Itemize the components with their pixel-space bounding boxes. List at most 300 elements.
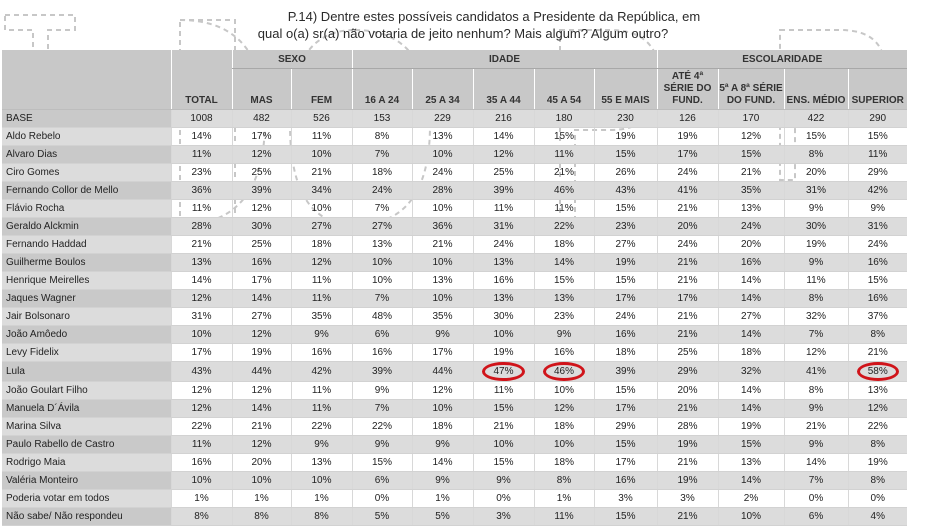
table-cell: 20% [718,236,784,254]
table-cell: 24% [718,218,784,236]
table-cell: 1% [171,490,232,508]
table-row [2,146,907,164]
table-cell: 31% [171,308,232,326]
table-cell: 26% [594,164,657,182]
table-cell: 9% [473,472,534,490]
table-cell: 18% [718,344,784,362]
title-line-1: P.14) Dentre estes possíveis candidatos a Presidente da República, em [287,9,701,24]
table-cell: 15% [352,454,412,472]
table-cell: 10% [473,436,534,454]
table-cell: 27% [352,218,412,236]
table-row [2,236,907,254]
table-cell: 12% [232,326,291,344]
table-cell: 12% [171,382,232,400]
column-header: ATÉ 4ª SÉRIE DO FUND. [657,69,718,110]
table-cell: 3% [594,490,657,508]
table-cell: 8% [848,472,907,490]
crosstab-table [2,50,907,526]
table-cell: 17% [657,146,718,164]
table-cell: 14% [718,272,784,290]
table-cell: 1% [534,490,594,508]
table-cell: 21% [412,236,473,254]
table-cell: 14% [412,454,473,472]
table-cell: 11% [291,400,352,418]
table-cell: 10% [718,508,784,526]
column-header: 35 A 44 [473,69,534,110]
column-header: 25 A 34 [412,69,473,110]
table-cell: 21% [657,254,718,272]
row-label: Flávio Rocha [2,200,171,218]
table-cell: 39% [232,182,291,200]
table-cell: 39% [594,362,657,382]
highlight-circle: 46% [543,362,585,381]
table-cell: 17% [657,290,718,308]
table-cell: 170 [718,110,784,128]
title-line-2: qual o(a) sr(a) não votaria de jeito nenhum? Mais algum? Algum outro? [257,26,669,41]
table-cell: 12% [848,400,907,418]
column-header: FEM [291,69,352,110]
table-cell: 17% [232,128,291,146]
table-cell: 8% [352,128,412,146]
table-cell: 8% [848,436,907,454]
table-cell: 20% [657,218,718,236]
table-cell: 18% [534,454,594,472]
column-header: MAS [232,69,291,110]
table-cell: 13% [171,254,232,272]
table-cell: 290 [848,110,907,128]
table-row [2,362,907,382]
table-row [2,344,907,362]
row-label: Henrique Meirelles [2,272,171,290]
table-cell: 5% [352,508,412,526]
table-cell: 16% [291,344,352,362]
table-cell: 11% [171,200,232,218]
group-header-row [2,50,907,69]
table-cell: 10% [412,254,473,272]
table-cell: 29% [848,164,907,182]
table-cell: 12% [534,400,594,418]
table-cell: 13% [352,236,412,254]
table-cell: 14% [473,128,534,146]
table-row [2,128,907,146]
table-cell: 17% [412,344,473,362]
table-cell: 15% [718,436,784,454]
column-header: 16 A 24 [352,69,412,110]
table-cell: 21% [718,164,784,182]
table-cell: 15% [594,200,657,218]
table-cell [473,362,534,382]
table-cell: 8% [232,508,291,526]
table-cell: 11% [784,272,848,290]
table-cell: 15% [534,272,594,290]
table-cell: 6% [784,508,848,526]
table-cell: 19% [848,454,907,472]
table-cell: 1% [232,490,291,508]
table-cell: 180 [534,110,594,128]
table-cell: 29% [594,418,657,436]
table-cell: 44% [412,362,473,382]
table-cell: 1% [291,490,352,508]
table-row [2,326,907,344]
table-cell: 216 [473,110,534,128]
table-cell: 21% [473,418,534,436]
table-cell: 11% [473,200,534,218]
table-cell: 42% [291,362,352,382]
table-cell: 422 [784,110,848,128]
table-cell: 31% [473,218,534,236]
table-cell: 20% [232,454,291,472]
table-cell: 22% [171,418,232,436]
table-cell: 24% [412,164,473,182]
table-cell: 21% [171,236,232,254]
table-cell: 19% [594,128,657,146]
table-cell: 12% [232,382,291,400]
table-cell: 7% [784,472,848,490]
table-cell: 19% [473,344,534,362]
group-idade: IDADE [352,50,657,69]
table-cell: 19% [657,436,718,454]
table-cell: 12% [784,344,848,362]
table-cell: 11% [171,146,232,164]
table-cell: 12% [473,146,534,164]
table-cell: 10% [291,200,352,218]
table-cell: 30% [232,218,291,236]
table-cell: 16% [594,326,657,344]
table-row [2,272,907,290]
table-cell: 31% [848,218,907,236]
table-cell: 22% [534,218,594,236]
table-cell: 9% [291,436,352,454]
table-cell: 21% [657,308,718,326]
table-cell: 18% [534,418,594,436]
table-cell: 36% [171,182,232,200]
table-cell: 7% [352,146,412,164]
table-cell: 25% [232,236,291,254]
table-cell: 8% [171,508,232,526]
table-cell: 35% [412,308,473,326]
table-cell: 30% [473,308,534,326]
table-cell: 19% [594,254,657,272]
table-cell: 39% [352,362,412,382]
table-cell: 46% [534,182,594,200]
table-cell: 15% [718,146,784,164]
table-cell: 15% [473,454,534,472]
table-cell: 9% [291,326,352,344]
table-cell: 19% [657,128,718,146]
table-cell: 28% [412,182,473,200]
table-cell: 28% [171,218,232,236]
table-cell: 20% [657,382,718,400]
table-row [2,490,907,508]
table-cell: 27% [718,308,784,326]
header-total-spacer [171,50,232,69]
table-cell: 25% [657,344,718,362]
table-cell: 14% [232,290,291,308]
table-cell: 12% [412,382,473,400]
table-cell: 35% [291,308,352,326]
table-cell: 42% [848,182,907,200]
table-cell: 0% [473,490,534,508]
table-cell: 10% [171,472,232,490]
table-cell: 20% [784,164,848,182]
row-label: João Amôedo [2,326,171,344]
table-cell: 153 [352,110,412,128]
table-cell: 23% [171,164,232,182]
table-cell: 19% [718,418,784,436]
table-cell: 9% [412,472,473,490]
table-cell: 6% [352,326,412,344]
table-cell: 11% [291,272,352,290]
table-cell: 13% [848,382,907,400]
table-cell: 21% [657,272,718,290]
row-label: Geraldo Alckmin [2,218,171,236]
table-cell: 13% [718,200,784,218]
table-cell: 9% [848,200,907,218]
table-cell: 41% [784,362,848,382]
table-cell: 48% [352,308,412,326]
table-cell: 24% [848,236,907,254]
table-cell: 8% [291,508,352,526]
table-cell: 14% [784,454,848,472]
table-row [2,436,907,454]
table-cell: 10% [352,254,412,272]
table-cell: 21% [534,164,594,182]
table-cell: 13% [534,290,594,308]
row-label: Não sabe/ Não respondeu [2,508,171,526]
row-label: Rodrigo Maia [2,454,171,472]
table-cell: 16% [594,472,657,490]
column-header-row [2,69,907,110]
table-row [2,454,907,472]
table-cell: 10% [412,146,473,164]
row-label: BASE [2,110,171,128]
table-cell: 12% [232,436,291,454]
table-cell: 15% [848,272,907,290]
question-title [0,8,926,42]
table-cell: 21% [657,326,718,344]
table-cell: 7% [352,400,412,418]
table-cell: 32% [718,362,784,382]
table-cell: 15% [594,436,657,454]
table-row [2,182,907,200]
table-cell: 27% [232,308,291,326]
table-cell: 15% [848,128,907,146]
table-cell: 21% [291,164,352,182]
table-cell: 39% [473,182,534,200]
table-cell: 17% [594,400,657,418]
table-cell: 19% [657,472,718,490]
table-cell: 12% [232,200,291,218]
table-cell: 13% [291,454,352,472]
table-cell: 24% [473,236,534,254]
table-cell: 25% [473,164,534,182]
table-cell: 15% [784,128,848,146]
row-label: Alvaro Dias [2,146,171,164]
table-cell: 2% [718,490,784,508]
table-cell: 16% [232,254,291,272]
table-cell [848,362,907,382]
table-cell: 16% [534,344,594,362]
table-cell: 17% [594,454,657,472]
table-cell: 15% [594,272,657,290]
table-cell: 22% [848,418,907,436]
row-label: Levy Fidelix [2,344,171,362]
table-cell: 126 [657,110,718,128]
row-label: Jair Bolsonaro [2,308,171,326]
row-label: Ciro Gomes [2,164,171,182]
table-cell: 10% [171,326,232,344]
table-cell: 18% [534,236,594,254]
row-label: Fernando Collor de Mello [2,182,171,200]
table-cell: 23% [594,218,657,236]
table-cell: 14% [718,382,784,400]
table-cell: 11% [848,146,907,164]
table-cell: 9% [784,254,848,272]
column-header: ENS. MÉDIO [784,69,848,110]
table-cell: 24% [657,164,718,182]
table-cell: 14% [718,290,784,308]
table-cell: 11% [534,508,594,526]
table-cell: 12% [171,290,232,308]
table-cell: 8% [784,382,848,400]
table-cell: 14% [718,326,784,344]
table-cell: 18% [352,164,412,182]
table-cell [534,362,594,382]
table-cell: 13% [718,454,784,472]
table-cell: 1008 [171,110,232,128]
table-cell: 9% [412,436,473,454]
table-cell: 16% [473,272,534,290]
table-cell: 10% [534,436,594,454]
table-cell: 16% [352,344,412,362]
table-cell: 18% [412,418,473,436]
row-label: Poderia votar em todos [2,490,171,508]
header-blank [2,50,171,69]
table-cell: 15% [473,400,534,418]
table-cell: 27% [594,236,657,254]
table-cell: 9% [534,326,594,344]
table-cell: 30% [784,218,848,236]
table-row [2,308,907,326]
table-cell: 10% [352,272,412,290]
table-cell: 31% [784,182,848,200]
table-cell: 8% [534,472,594,490]
table-cell: 14% [718,472,784,490]
table-cell: 7% [352,290,412,308]
table-cell: 32% [784,308,848,326]
group-escolaridade: ESCOLARIDADE [657,50,907,69]
table-cell: 27% [291,218,352,236]
table-cell: 16% [848,290,907,308]
table-cell: 0% [352,490,412,508]
table-cell: 21% [657,200,718,218]
table-cell: 11% [473,382,534,400]
table-cell: 41% [657,182,718,200]
table-row [2,400,907,418]
column-header: TOTAL [171,69,232,110]
table-row [2,382,907,400]
table-cell: 12% [232,146,291,164]
table-cell: 15% [594,382,657,400]
table-cell: 11% [291,382,352,400]
table-cell: 0% [848,490,907,508]
table-cell: 24% [352,182,412,200]
table-cell: 21% [657,508,718,526]
table-cell: 12% [291,254,352,272]
table-cell: 19% [784,236,848,254]
table-cell: 3% [657,490,718,508]
table-cell: 482 [232,110,291,128]
table-cell: 21% [784,418,848,436]
table-cell: 3% [473,508,534,526]
highlight-circle: 58% [857,362,899,381]
table-cell: 13% [412,128,473,146]
table-cell: 18% [594,344,657,362]
table-cell: 14% [718,400,784,418]
table-cell: 10% [291,472,352,490]
table-cell: 9% [784,200,848,218]
table-cell: 526 [291,110,352,128]
table-cell: 12% [718,128,784,146]
table-cell: 13% [473,254,534,272]
table-cell: 15% [594,146,657,164]
table-cell: 8% [848,326,907,344]
row-label: Marina Silva [2,418,171,436]
table-cell: 15% [534,128,594,146]
table-cell: 44% [232,362,291,382]
table-cell: 23% [534,308,594,326]
table-cell: 12% [171,400,232,418]
table-cell: 29% [657,362,718,382]
table-cell: 13% [412,272,473,290]
table-cell: 14% [171,272,232,290]
table-cell: 11% [534,200,594,218]
table-cell: 11% [291,128,352,146]
table-cell: 17% [232,272,291,290]
column-header: 55 E MAIS [594,69,657,110]
table-cell: 16% [718,254,784,272]
table-row [2,290,907,308]
row-label: Paulo Rabello de Castro [2,436,171,454]
highlight-circle: 47% [482,362,524,381]
table-cell: 11% [171,436,232,454]
table-row [2,472,907,490]
table-cell: 43% [171,362,232,382]
row-label: João Goulart Filho [2,382,171,400]
table-cell: 9% [412,326,473,344]
table-cell: 14% [232,400,291,418]
table-cell: 0% [784,490,848,508]
table-cell: 16% [848,254,907,272]
table-cell: 5% [412,508,473,526]
row-label: Manuela D´Ávila [2,400,171,418]
table-cell: 24% [594,308,657,326]
table-cell: 21% [657,400,718,418]
table-cell: 22% [291,418,352,436]
table-cell: 10% [412,200,473,218]
table-cell: 22% [352,418,412,436]
table-cell: 13% [473,290,534,308]
table-cell: 4% [848,508,907,526]
table-cell: 10% [291,146,352,164]
table-cell: 11% [291,290,352,308]
table-cell: 9% [784,400,848,418]
table-cell: 9% [352,436,412,454]
table-cell: 35% [718,182,784,200]
table-cell: 9% [352,382,412,400]
table-cell: 21% [232,418,291,436]
row-label: Fernando Haddad [2,236,171,254]
